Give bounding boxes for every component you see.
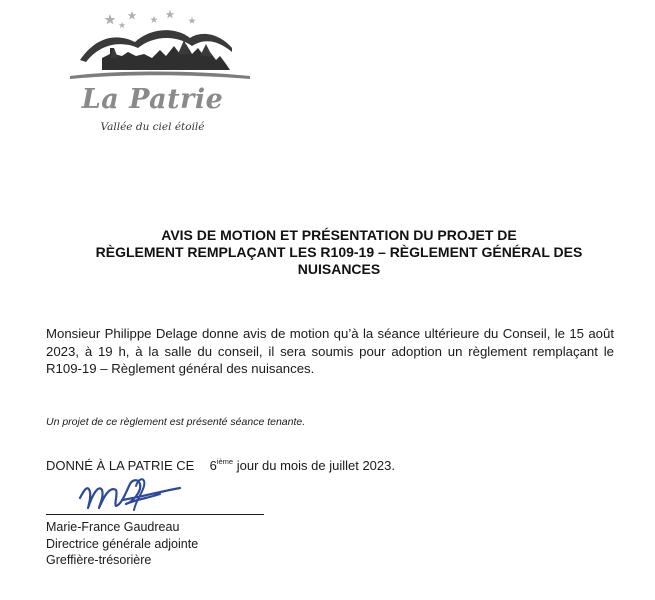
signer-name: Marie-France Gaudreau xyxy=(46,520,180,534)
signer-role-2: Greffière-trésorière xyxy=(46,553,152,567)
mountain-skyline-icon xyxy=(70,8,260,88)
signer-block xyxy=(46,519,198,569)
logo-tagline: Vallée du ciel étoilé xyxy=(100,121,205,133)
municipality-logo xyxy=(70,8,260,133)
given-suffix: jour du mois de juillet 2023. xyxy=(236,458,395,473)
signer-role-1: Directrice générale adjointe xyxy=(46,536,199,551)
given-prefix: DONNÉ À LA PATRIE CE xyxy=(46,458,195,473)
signature-line xyxy=(46,514,264,515)
logo-name: La Patrie xyxy=(81,84,224,115)
title-line-3: NUISANCES xyxy=(297,261,381,277)
handwritten-signature-icon xyxy=(70,470,190,525)
title-line-1: AVIS DE MOTION ET PRÉSENTATION DU PROJET DE xyxy=(161,227,517,243)
draft-note: Un projet de ce règlement est présenté séance tenante. xyxy=(46,416,306,428)
title-line-2: RÈGLEMENT REMPLAÇANT LES R109-19 – RÈGLEMENT GÉNÉRAL DES xyxy=(95,244,583,260)
stars-icon xyxy=(105,10,196,28)
motion-paragraph: Monsieur Philippe Delage donne avis de motion qu’à la séance ultérieure du Conseil, le 15 août 2023, à 19 h, à la salle du conseil, il sera soumis pour adoption un règlement remplaçant le R109-19 – Règlement général des nuisances. xyxy=(46,326,614,376)
document-title xyxy=(40,227,638,278)
given-day: 6 xyxy=(209,458,217,473)
given-ordinal: ième xyxy=(216,457,234,466)
